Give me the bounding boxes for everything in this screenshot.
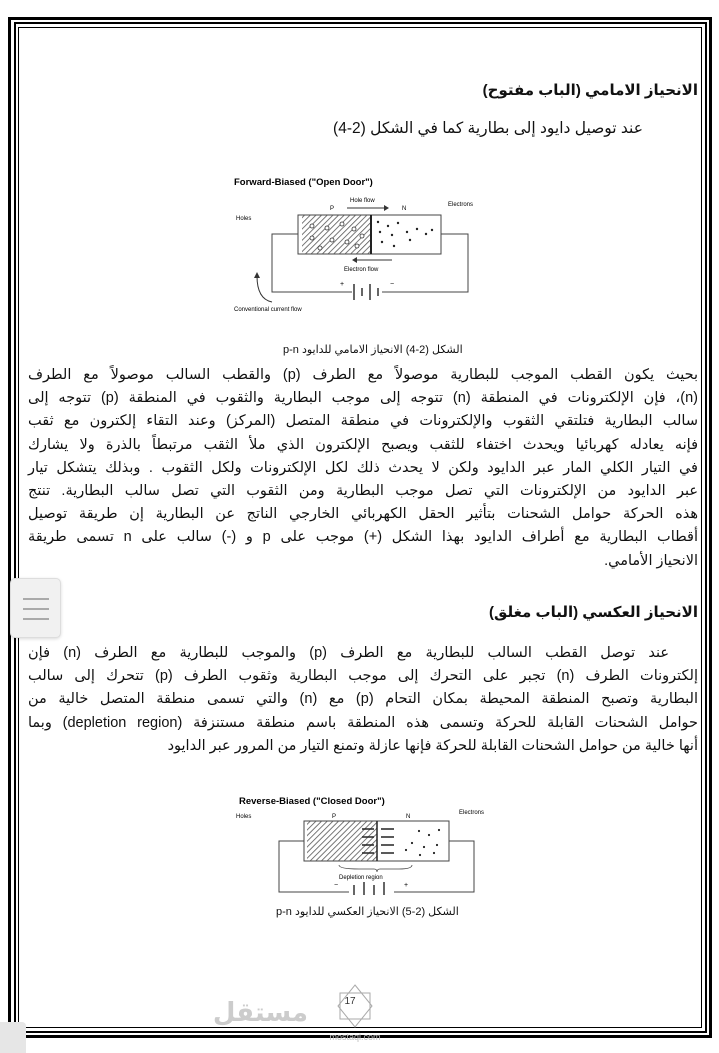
fig2-electrons-label: Electrons (459, 810, 485, 816)
paragraph-line: عند توصل القطب السالب للبطارية مع الطرف (p) والموجب للبطارية مع الطرف (n) فإن (28, 645, 669, 661)
paragraph-line: بحيث يكون القطب الموجب للبطارية موصولاً مع الطرف (p) والقطب السالب موصولاً مع الطرف (28, 367, 698, 383)
fig2-depletion-label: Depletion region (339, 875, 383, 881)
paragraph-line: (n)، فإن الإلكترونات في المنطقة (n) تتوجه إلى موجب البطارية والثقوب في المنطقة (p) تتوجه إلى (28, 390, 698, 407)
mostaql-watermark-logo (212, 985, 410, 1045)
fig2-holes-label: Holes (236, 814, 252, 820)
forward-bias-figure (232, 174, 502, 314)
page-number: 17 (344, 996, 356, 1007)
figure-caption-2-5: الشكل (2-5) الانحياز العكسي للدايود p-n (276, 906, 459, 918)
paragraph-line: فإنه يعادله كهربائيا ويحدث اختفاء للثقب ويصبح الإلكترون الذي ملأ الثقب مرتبطاً بالذرة ولا يشارك (28, 436, 698, 453)
fig2-minus: − (334, 882, 339, 889)
watermark-text: mostaql.com (329, 1032, 381, 1042)
paragraph-line: في التيار الكلي المار عبر الدايود ولكن لا يحدث ذلك لكل الإلكترونات ولكل الثقوب . وبذلك يتشكل تيار (28, 459, 698, 476)
fig1-n-label: N (402, 206, 407, 212)
fig2-p-label: P (332, 814, 337, 820)
fig1-electron-flow: Electron flow (344, 267, 379, 273)
fig1-conventional-flow: Conventional current flow (234, 307, 302, 313)
heading-reverse-bias: الانحياز العكسي (الباب مغلق) (488, 604, 698, 621)
hamburger-icon (23, 598, 49, 600)
paragraph-line: أقطاب البطارية مع أطراف الدايود بهذا الشكل (+) موجب على p و (-) سالب على n تسمى طريقة (28, 529, 698, 546)
fig1-p-label: P (330, 206, 335, 212)
fig1-title: Forward-Biased ("Open Door") (234, 177, 373, 188)
paragraph-line: إلكترونات الطرف (n) تجبر على التحرك إلى موجب البطارية وثقوب الطرف (p) تتحرك إلى سالب (28, 668, 698, 685)
paragraph-line: سالب البطارية فتلتقي الثقوب والإلكترونات في منطقة المتصل (المركز) وعند التقاء إلكترون مع ثقب (28, 413, 698, 430)
arrow-right-icon (384, 205, 389, 211)
paragraph-line: عبر الدايود من الإلكترونات التي تصل موجب البطارية ومن الثقوب التي تصل سالب البطارية. تنتج (28, 483, 698, 499)
paragraph-line: الانحياز الأمامي. (604, 552, 698, 569)
paragraph-line: حوامل الشحنات القابلة للحركة وتسمى هذه المنطقة باسم منطقة مستنزفة (depletion region) وبما (28, 714, 698, 731)
figure-caption-2-4: الشكل (2-4) الانحياز الامامي للدايود p-n (283, 344, 463, 356)
paragraph-line: أنها خالية من حوامل الشحنات القابلة للحركة فإنها عازلة وتمنع التيار من المرور عبر الدايود (167, 737, 698, 754)
svg-text:مستقل: مستقل (212, 998, 308, 1028)
fig1-electrons-label: Electrons (448, 202, 474, 208)
corner-tab (0, 1022, 26, 1053)
arrow-up-icon (254, 272, 260, 278)
intro-forward-bias: عند توصيل دايود إلى بطارية كما في الشكل (2-4) (333, 120, 643, 137)
menu-button[interactable] (10, 578, 61, 638)
hamburger-icon-bar (23, 608, 49, 610)
arrow-left-icon (352, 257, 357, 263)
paragraph-line: هذه الحركة حوامل الشحنات بتأثير الحقل الكهربائي الخارجي الناتج عن البطارية إن طريقة توصيل (28, 506, 698, 523)
fig1-hole-flow: Hole flow (350, 198, 375, 204)
paragraph-line: البطارية وتصبح المنطقة المحيطة بمكان التحام (p) مع (n) والتي تسمى منطقة المتصل خالية من (28, 691, 698, 708)
heading-forward-bias: الانحياز الامامي (الباب مفتوح) (482, 82, 698, 99)
fig2-n-label: N (406, 814, 411, 820)
hamburger-icon-bar (23, 618, 49, 620)
fig1-minus: − (390, 281, 395, 288)
fig1-plus: + (340, 281, 345, 288)
fig1-holes-label: Holes (236, 216, 252, 222)
fig2-title: Reverse-Biased ("Closed Door") (239, 796, 385, 807)
reverse-bias-figure (234, 795, 509, 895)
fig2-plus: + (404, 882, 409, 889)
